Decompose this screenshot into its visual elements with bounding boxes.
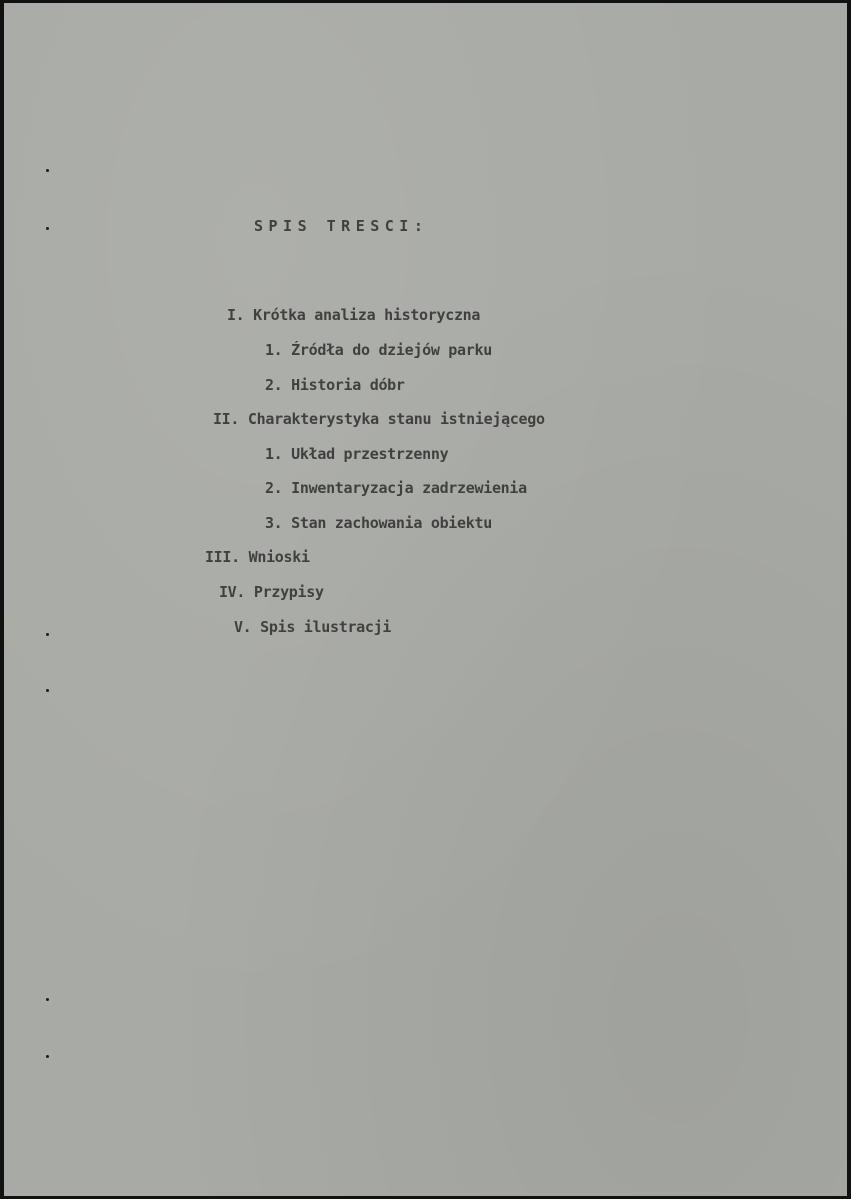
toc-number: 3. (264, 514, 283, 532)
punch-mark (46, 1055, 49, 1058)
toc-text: Źródła do dziejów parku (291, 341, 492, 359)
toc-number: III. (204, 548, 240, 566)
toc-number: 1. (264, 445, 283, 463)
toc-text: Historia dóbr (291, 376, 405, 394)
toc-text: Charakterystyka stanu istniejącego (247, 410, 545, 428)
toc-number: 2. (264, 376, 283, 394)
toc-number: II. (212, 410, 240, 428)
toc-text: Inwentaryzacja zadrzewienia (291, 479, 527, 497)
punch-mark (46, 227, 49, 230)
toc-number: IV. (218, 583, 246, 601)
punch-mark (46, 169, 49, 172)
toc-text: Układ przestrzenny (291, 445, 449, 463)
document-page (4, 3, 847, 1196)
toc-number: 1. (264, 341, 283, 359)
toc-entry-V (199, 600, 391, 654)
toc-number: I. (226, 306, 245, 324)
toc-text: Przypisy (253, 583, 324, 601)
punch-mark (46, 689, 49, 692)
punch-mark (46, 998, 49, 1001)
toc-text: Spis ilustracji (260, 618, 392, 636)
toc-number: V. (233, 618, 252, 636)
punch-mark (46, 633, 49, 636)
toc-number: 2. (264, 479, 283, 497)
toc-text: Stan zachowania obiektu (291, 514, 492, 532)
toc-text: Krótka analiza historyczna (253, 306, 481, 324)
toc-text: Wnioski (248, 548, 310, 566)
page-title: SPIS TRESCI: (254, 217, 429, 235)
